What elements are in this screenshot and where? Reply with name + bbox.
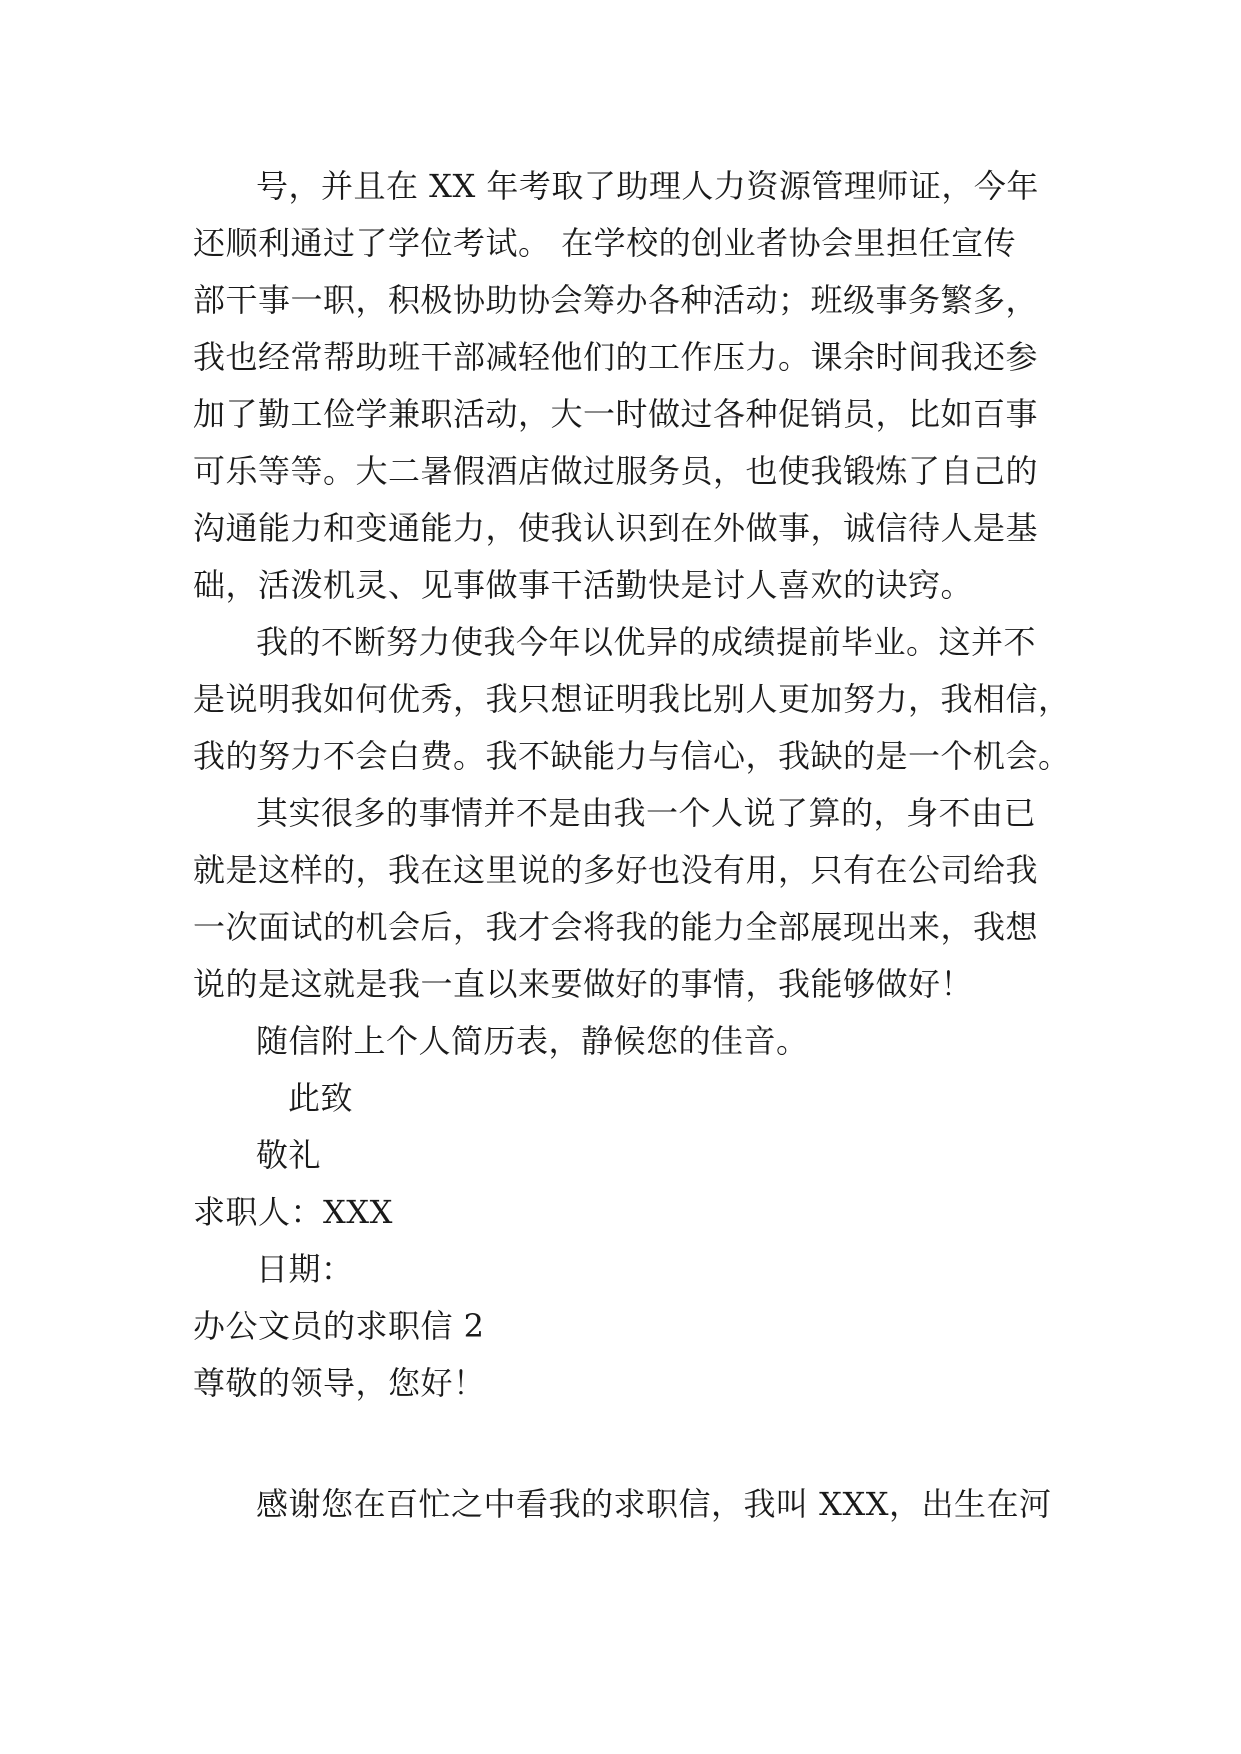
paragraph-line: 其实很多的事情并不是由我一个人说了算的，身不由已	[256, 794, 1037, 832]
paragraph-line: 沟通能力和变通能力，使我认识到在外做事，诚信待人是基	[193, 509, 1039, 547]
salutation-cizhi: 此致	[288, 1079, 354, 1117]
paragraph-line: 就是这样的，我在这里说的多好也没有用，只有在公司给我	[193, 851, 1039, 889]
paragraph-line: 说的是这就是我一直以来要做好的事情，我能够做好！	[193, 965, 974, 1003]
closing-line: 随信附上个人简历表，静候您的佳音。	[256, 1022, 809, 1060]
paragraph-line: 部干事一职，积极协助协会筹办各种活动；班级事务繁多，	[193, 281, 1039, 319]
signature-date: 日期：	[256, 1250, 354, 1288]
paragraph-line: 加了勤工俭学兼职活动，大一时做过各种促销员，比如百事	[193, 395, 1039, 433]
signature-applicant: 求职人：XXX	[193, 1193, 393, 1231]
paragraph-line: 础，活泼机灵、见事做事干活勤快是讨人喜欢的诀窍。	[193, 566, 974, 604]
paragraph-line: 我的努力不会白费。我不缺能力与信心，我缺的是一个机会。	[193, 737, 1071, 775]
salutation-jingli: 敬礼	[256, 1136, 322, 1174]
paragraph-line: 可乐等等。大二暑假酒店做过服务员，也使我锻炼了自己的	[193, 452, 1039, 490]
paragraph-line: 一次面试的机会后，我才会将我的能力全部展现出来，我想	[193, 908, 1039, 946]
paragraph-line: 还顺利通过了学位考试。 在学校的创业者协会里担任宣传	[193, 224, 1017, 262]
section-title: 办公文员的求职信 2	[193, 1307, 485, 1345]
paragraph-line: 号，并且在 XX 年考取了助理人力资源管理师证，今年	[256, 167, 1039, 205]
paragraph-line: 是说明我如何优秀，我只想证明我比别人更加努力，我相信，	[193, 680, 1071, 718]
greeting: 尊敬的领导，您好！	[193, 1364, 486, 1402]
paragraph-line: 我也经常帮助班干部减轻他们的工作压力。课余时间我还参	[193, 338, 1039, 376]
paragraph-line: 感谢您在百忙之中看我的求职信，我叫 XXX，出生在河	[256, 1485, 1052, 1523]
paragraph-line: 我的不断努力使我今年以优异的成绩提前毕业。这并不	[256, 623, 1037, 661]
